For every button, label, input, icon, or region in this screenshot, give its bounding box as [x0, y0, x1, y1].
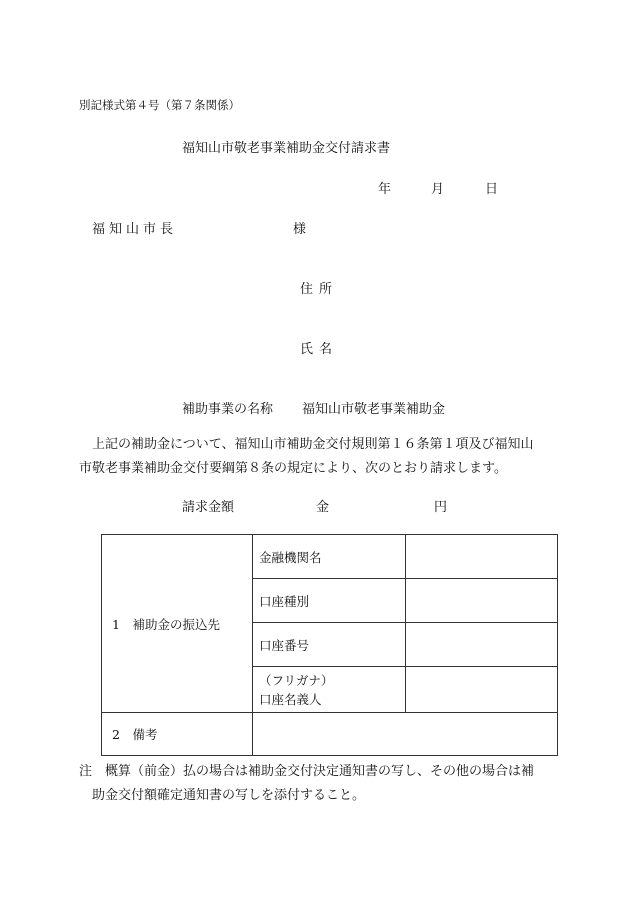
- request-body-line-1: 上記の補助金について、福知山市補助金交付規則第１６条第１項及び福知山: [92, 437, 534, 452]
- transfer-destination-label: 1 補助金の振込先: [102, 535, 253, 713]
- amount-label: 請求金額: [182, 500, 235, 515]
- account-type-field[interactable]: [406, 579, 558, 623]
- attachment-note-line-2: 助金交付額確定通知書の写しを添付すること。: [92, 788, 366, 803]
- attachment-note-line-1: 注 概算（前金）払の場合は補助金交付決定通知書の写し、その他の場合は補: [79, 764, 535, 779]
- account-type-label: 口座種別: [253, 579, 406, 623]
- account-holder-kana-label: （フリガナ）: [259, 672, 334, 688]
- bank-name-field[interactable]: [406, 535, 558, 579]
- request-body-text: [79, 433, 569, 481]
- amount-en: 円: [434, 500, 448, 515]
- account-holder-field[interactable]: [406, 667, 558, 713]
- attachment-note: [79, 760, 569, 808]
- request-body-line-2: 市敬老事業補助金交付要綱第８条の規定により、次のとおり請求します。: [79, 461, 507, 476]
- project-name-label: 補助事業の名称: [182, 402, 274, 417]
- amount-kin: 金: [316, 500, 330, 515]
- document-title: 福知山市敬老事業補助金交付請求書: [182, 141, 391, 156]
- account-holder-label: 口座名義人: [259, 691, 322, 707]
- form-number: 別記様式第４号（第７条関係）: [79, 98, 240, 112]
- project-name-value: 福知山市敬老事業補助金: [302, 402, 446, 417]
- account-number-label: 口座番号: [253, 623, 406, 667]
- date-day-label: 日: [485, 182, 499, 197]
- remarks-label: 2 備考: [102, 713, 253, 756]
- remarks-field[interactable]: [253, 713, 558, 756]
- applicant-name-label: 氏名: [300, 342, 339, 357]
- account-holder-label-cell: [253, 667, 406, 713]
- account-number-field[interactable]: [406, 623, 558, 667]
- date-month-label: 月: [431, 182, 445, 197]
- applicant-address-label: 住所: [300, 282, 339, 297]
- date-year-label: 年: [378, 182, 392, 197]
- addressee-honorific: 様: [293, 222, 307, 237]
- bank-name-label: 金融機関名: [253, 535, 406, 579]
- bank-transfer-table: [101, 534, 558, 756]
- addressee-name: 福知山市長: [92, 222, 178, 237]
